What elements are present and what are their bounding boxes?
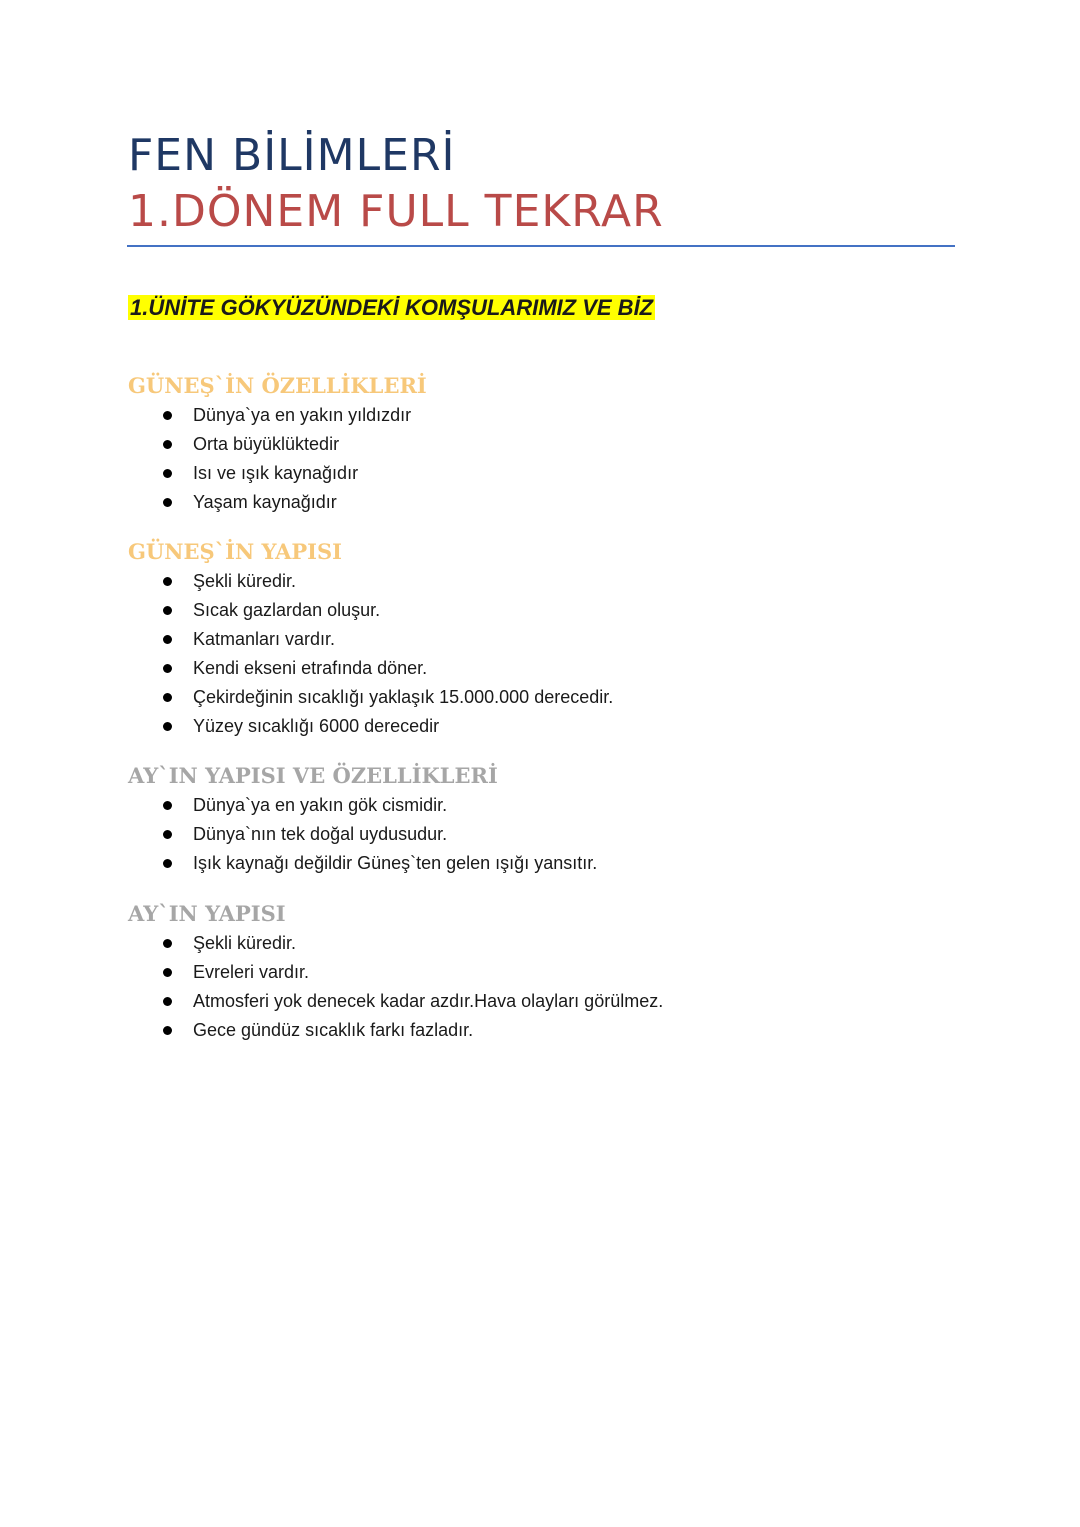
bullet-icon	[163, 606, 172, 615]
list-item	[128, 987, 928, 1016]
list-item	[128, 929, 928, 958]
list-item-text: Yaşam kaynağıdır	[193, 492, 337, 512]
list-item-text: Sıcak gazlardan oluşur.	[193, 600, 381, 620]
title-subtitle: 1.DÖNEM FULL TEKRAR	[128, 186, 664, 237]
section-heading: AY`IN YAPISI	[128, 901, 286, 926]
bullet-icon	[163, 830, 172, 839]
list-item-text: Atmosferi yok denecek kadar azdır.Hava olayları görülmez.	[193, 991, 664, 1011]
list-item-text: Katmanları vardır.	[193, 629, 336, 649]
bullet-icon	[163, 801, 172, 810]
title-subject: FEN BİLİMLERİ	[128, 130, 456, 181]
bullet-icon	[163, 859, 172, 868]
list-item	[128, 430, 928, 459]
section-heading: GÜNEŞ`İN ÖZELLİKLERİ	[128, 373, 427, 398]
list-item-text: Gece gündüz sıcaklık farkı fazladır.	[193, 1020, 474, 1040]
unit-heading-text: 1.ÜNİTE GÖKYÜZÜNDEKİ KOMŞULARIMIZ VE BİZ	[130, 295, 654, 320]
unit-heading	[128, 292, 655, 324]
list-item-text: Kendi ekseni etrafında döner.	[193, 658, 428, 678]
bullet-icon	[163, 968, 172, 977]
list-item	[128, 683, 928, 712]
section-sun-properties	[128, 371, 928, 517]
list-item-text: Orta büyüklüktedir	[193, 434, 340, 454]
list-item-text: Şekli küredir.	[193, 933, 297, 953]
list-item	[128, 712, 928, 741]
bullet-list	[128, 929, 928, 1045]
list-item-text: Dünya`ya en yakın gök cismidir.	[193, 795, 448, 815]
list-item-text: Yüzey sıcaklığı 6000 derecedir	[193, 716, 440, 736]
list-item-text: Çekirdeğinin sıcaklığı yaklaşık 15.000.000 derecedir.	[193, 687, 614, 707]
bullet-icon	[163, 635, 172, 644]
bullet-list	[128, 791, 928, 878]
section-heading: AY`IN YAPISI VE ÖZELLİKLERİ	[128, 763, 498, 788]
list-item	[128, 791, 928, 820]
list-item-text: Evreleri vardır.	[193, 962, 310, 982]
list-item-text: Dünya`ya en yakın yıldızdır	[193, 405, 412, 425]
bullet-icon	[163, 1026, 172, 1035]
list-item-text: Işık kaynağı değildir Güneş`ten gelen ışığı yansıtır.	[193, 853, 598, 873]
section-heading: GÜNEŞ`İN YAPISI	[128, 539, 342, 564]
bullet-icon	[163, 939, 172, 948]
bullet-icon	[163, 722, 172, 731]
list-item	[128, 625, 928, 654]
list-item	[128, 596, 928, 625]
bullet-icon	[163, 997, 172, 1006]
list-item	[128, 958, 928, 987]
bullet-list	[128, 401, 928, 517]
list-item	[128, 459, 928, 488]
bullet-icon	[163, 693, 172, 702]
list-item	[128, 1016, 928, 1045]
list-item-text: Şekli küredir.	[193, 571, 297, 591]
bullet-icon	[163, 498, 172, 507]
section-moon-structure	[128, 899, 928, 1045]
bullet-list	[128, 567, 928, 741]
list-item-text: Isı ve ışık kaynağıdır	[193, 463, 359, 483]
bullet-icon	[163, 577, 172, 586]
section-moon-structure-properties	[128, 761, 928, 878]
list-item	[128, 488, 928, 517]
title-divider	[127, 245, 955, 247]
bullet-icon	[163, 440, 172, 449]
bullet-icon	[163, 664, 172, 673]
list-item	[128, 654, 928, 683]
document-title	[128, 128, 954, 240]
bullet-icon	[163, 411, 172, 420]
bullet-icon	[163, 469, 172, 478]
list-item	[128, 820, 928, 849]
list-item	[128, 401, 928, 430]
list-item	[128, 567, 928, 596]
list-item-text: Dünya`nın tek doğal uydusudur.	[193, 824, 448, 844]
list-item	[128, 849, 928, 878]
section-sun-structure	[128, 537, 928, 741]
